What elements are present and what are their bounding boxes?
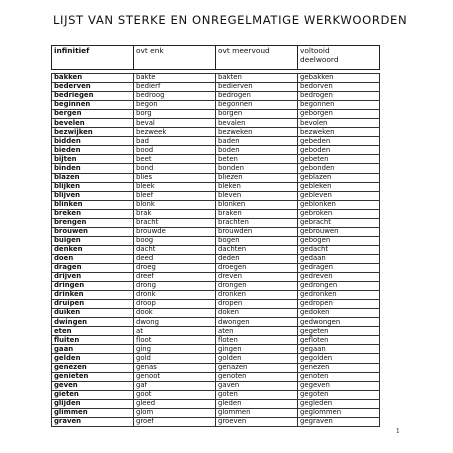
ovt-meervoud-cell: gleden (216, 399, 298, 408)
infinitief-cell: gelden (52, 354, 134, 363)
table-row (52, 273, 380, 282)
infinitief-cell: brengen (52, 218, 134, 227)
ovt-enk-cell: bleef (134, 191, 216, 200)
infinitief-cell: dragen (52, 263, 134, 272)
voltooid-deelwoord-cell: gedragen (298, 263, 380, 272)
ovt-meervoud-cell: golden (216, 354, 298, 363)
ovt-meervoud-cell: droegen (216, 263, 298, 272)
voltooid-deelwoord-cell: gedaan (298, 254, 380, 263)
ovt-enk-cell: gleed (134, 399, 216, 408)
verb-table-body (52, 74, 380, 427)
voltooid-deelwoord-cell: gebeden (298, 137, 380, 146)
voltooid-deelwoord-cell: bevolen (298, 119, 380, 128)
table-row (52, 218, 380, 227)
table-row (52, 200, 380, 209)
ovt-enk-cell: droop (134, 300, 216, 309)
voltooid-deelwoord-cell: gegaan (298, 345, 380, 354)
infinitief-cell: druipen (52, 300, 134, 309)
infinitief-cell: brouwen (52, 227, 134, 236)
voltooid-deelwoord-cell: begonnen (298, 101, 380, 110)
voltooid-deelwoord-cell: gebleken (298, 182, 380, 191)
ovt-meervoud-cell: bogen (216, 236, 298, 245)
table-row (52, 92, 380, 101)
table-row (52, 390, 380, 399)
infinitief-cell: blijken (52, 182, 134, 191)
voltooid-deelwoord-cell: gebrouwen (298, 227, 380, 236)
voltooid-deelwoord-cell: bedrogen (298, 92, 380, 101)
ovt-enk-cell: goot (134, 390, 216, 399)
voltooid-deelwoord-cell: gedwongen (298, 318, 380, 327)
infinitief-cell: glimmen (52, 408, 134, 417)
ovt-meervoud-cell: brachten (216, 218, 298, 227)
voltooid-deelwoord-cell: geblonken (298, 200, 380, 209)
header-ovt-meervoud: ovt meervoud (216, 46, 298, 70)
ovt-meervoud-cell: bleken (216, 182, 298, 191)
ovt-meervoud-cell: boden (216, 146, 298, 155)
ovt-enk-cell: droeg (134, 263, 216, 272)
ovt-enk-cell: drong (134, 282, 216, 291)
infinitief-cell: eten (52, 327, 134, 336)
infinitief-cell: bidden (52, 137, 134, 146)
infinitief-cell: bedriegen (52, 92, 134, 101)
header-row (52, 46, 380, 70)
ovt-meervoud-cell: bliezen (216, 173, 298, 182)
infinitief-cell: binden (52, 164, 134, 173)
ovt-meervoud-cell: bonden (216, 164, 298, 173)
infinitief-cell: genezen (52, 363, 134, 372)
ovt-enk-cell: dook (134, 309, 216, 318)
infinitief-cell: blijven (52, 191, 134, 200)
table-row (52, 399, 380, 408)
ovt-meervoud-cell: bakten (216, 74, 298, 83)
voltooid-deelwoord-cell: gebleven (298, 191, 380, 200)
table-row (52, 327, 380, 336)
ovt-enk-cell: borg (134, 110, 216, 119)
table-row (52, 372, 380, 381)
voltooid-deelwoord-cell: gegraven (298, 417, 380, 426)
ovt-enk-cell: bad (134, 137, 216, 146)
table-row (52, 110, 380, 119)
table-row (52, 137, 380, 146)
ovt-meervoud-cell: braken (216, 209, 298, 218)
table-row (52, 74, 380, 83)
infinitief-cell: dwingen (52, 318, 134, 327)
voltooid-deelwoord-cell: gedreven (298, 273, 380, 282)
ovt-enk-cell: beval (134, 119, 216, 128)
table-row (52, 101, 380, 110)
ovt-enk-cell: at (134, 327, 216, 336)
infinitief-cell: geven (52, 381, 134, 390)
ovt-meervoud-cell: dachten (216, 245, 298, 254)
ovt-enk-cell: bedroog (134, 92, 216, 101)
verb-table (51, 73, 380, 427)
infinitief-cell: breken (52, 209, 134, 218)
ovt-enk-cell: bezweek (134, 128, 216, 137)
voltooid-deelwoord-cell: gegoten (298, 390, 380, 399)
ovt-meervoud-cell: aten (216, 327, 298, 336)
ovt-enk-cell: beet (134, 155, 216, 164)
ovt-meervoud-cell: goten (216, 390, 298, 399)
voltooid-deelwoord-cell: gedoken (298, 309, 380, 318)
table-row (52, 119, 380, 128)
voltooid-deelwoord-cell: gegolden (298, 354, 380, 363)
infinitief-cell: bederven (52, 83, 134, 92)
infinitief-cell: dringen (52, 282, 134, 291)
infinitief-cell: drijven (52, 273, 134, 282)
voltooid-deelwoord-cell: geblazen (298, 173, 380, 182)
ovt-meervoud-cell: drongen (216, 282, 298, 291)
table-row (52, 209, 380, 218)
voltooid-deelwoord-cell: gegeten (298, 327, 380, 336)
ovt-meervoud-cell: bevalen (216, 119, 298, 128)
ovt-meervoud-cell: beten (216, 155, 298, 164)
table-row (52, 363, 380, 372)
table-row (52, 263, 380, 272)
header-ovt-enk: ovt enk (134, 46, 216, 70)
infinitief-cell: blinken (52, 200, 134, 209)
ovt-meervoud-cell: blonken (216, 200, 298, 209)
ovt-enk-cell: bond (134, 164, 216, 173)
voltooid-deelwoord-cell: bedorven (298, 83, 380, 92)
ovt-enk-cell: groef (134, 417, 216, 426)
voltooid-deelwoord-cell: gedronken (298, 291, 380, 300)
infinitief-cell: gaan (52, 345, 134, 354)
ovt-meervoud-cell: borgen (216, 110, 298, 119)
ovt-meervoud-cell: gingen (216, 345, 298, 354)
header-voltooid: voltooid (300, 46, 330, 55)
table-row (52, 417, 380, 426)
ovt-meervoud-cell: bedrogen (216, 92, 298, 101)
ovt-enk-cell: gold (134, 354, 216, 363)
infinitief-cell: doen (52, 254, 134, 263)
ovt-meervoud-cell: bezweken (216, 128, 298, 137)
header-table (51, 45, 380, 70)
infinitief-cell: beginnen (52, 101, 134, 110)
voltooid-deelwoord-cell: gebroken (298, 209, 380, 218)
table-row (52, 155, 380, 164)
header-voltooid-deelwoord (298, 46, 380, 70)
ovt-enk-cell: deed (134, 254, 216, 263)
ovt-meervoud-cell: floten (216, 336, 298, 345)
table-row (52, 354, 380, 363)
table-row (52, 236, 380, 245)
infinitief-cell: bergen (52, 110, 134, 119)
ovt-enk-cell: floot (134, 336, 216, 345)
table-row (52, 336, 380, 345)
table-row (52, 309, 380, 318)
ovt-meervoud-cell: gaven (216, 381, 298, 390)
table-row (52, 128, 380, 137)
voltooid-deelwoord-cell: gedropen (298, 300, 380, 309)
infinitief-cell: fluiten (52, 336, 134, 345)
voltooid-deelwoord-cell: geglommen (298, 408, 380, 417)
voltooid-deelwoord-cell: gedacht (298, 245, 380, 254)
ovt-meervoud-cell: dreven (216, 273, 298, 282)
voltooid-deelwoord-cell: bezweken (298, 128, 380, 137)
infinitief-cell: bakken (52, 74, 134, 83)
header-deelwoord: deelwoord (300, 55, 339, 64)
table-row (52, 291, 380, 300)
ovt-meervoud-cell: deden (216, 254, 298, 263)
ovt-meervoud-cell: bedierven (216, 83, 298, 92)
ovt-enk-cell: bood (134, 146, 216, 155)
table-row (52, 245, 380, 254)
table-row (52, 83, 380, 92)
voltooid-deelwoord-cell: gebakken (298, 74, 380, 83)
ovt-enk-cell: brouwde (134, 227, 216, 236)
ovt-enk-cell: gaf (134, 381, 216, 390)
voltooid-deelwoord-cell: gebeten (298, 155, 380, 164)
table-row (52, 254, 380, 263)
infinitief-cell: bevelen (52, 119, 134, 128)
voltooid-deelwoord-cell: gebonden (298, 164, 380, 173)
page-title: LIJST VAN STERKE EN ONREGELMATIGE WERKWOORDEN (53, 13, 408, 27)
ovt-enk-cell: dwong (134, 318, 216, 327)
infinitief-cell: bijten (52, 155, 134, 164)
infinitief-cell: bieden (52, 146, 134, 155)
infinitief-cell: duiken (52, 309, 134, 318)
ovt-enk-cell: dreef (134, 273, 216, 282)
ovt-enk-cell: glom (134, 408, 216, 417)
table-row (52, 182, 380, 191)
ovt-meervoud-cell: brouwden (216, 227, 298, 236)
ovt-meervoud-cell: bleven (216, 191, 298, 200)
ovt-enk-cell: bleek (134, 182, 216, 191)
infinitief-cell: denken (52, 245, 134, 254)
ovt-enk-cell: begon (134, 101, 216, 110)
ovt-meervoud-cell: begonnen (216, 101, 298, 110)
voltooid-deelwoord-cell: gefloten (298, 336, 380, 345)
ovt-meervoud-cell: dwongen (216, 318, 298, 327)
infinitief-cell: buigen (52, 236, 134, 245)
ovt-enk-cell: blonk (134, 200, 216, 209)
table-row (52, 318, 380, 327)
infinitief-cell: bezwijken (52, 128, 134, 137)
ovt-meervoud-cell: groeven (216, 417, 298, 426)
table-row (52, 191, 380, 200)
ovt-enk-cell: dacht (134, 245, 216, 254)
ovt-enk-cell: bakte (134, 74, 216, 83)
voltooid-deelwoord-cell: geboden (298, 146, 380, 155)
table-row (52, 227, 380, 236)
infinitief-cell: gieten (52, 390, 134, 399)
infinitief-cell: blazen (52, 173, 134, 182)
ovt-enk-cell: brak (134, 209, 216, 218)
ovt-enk-cell: dronk (134, 291, 216, 300)
voltooid-deelwoord-cell: genezen (298, 363, 380, 372)
voltooid-deelwoord-cell: geborgen (298, 110, 380, 119)
ovt-meervoud-cell: genazen (216, 363, 298, 372)
table-row (52, 345, 380, 354)
ovt-meervoud-cell: dropen (216, 300, 298, 309)
ovt-enk-cell: bracht (134, 218, 216, 227)
voltooid-deelwoord-cell: genoten (298, 372, 380, 381)
ovt-enk-cell: blies (134, 173, 216, 182)
voltooid-deelwoord-cell: gebogen (298, 236, 380, 245)
table-row (52, 300, 380, 309)
voltooid-deelwoord-cell: gegleden (298, 399, 380, 408)
ovt-enk-cell: genoot (134, 372, 216, 381)
table-row (52, 173, 380, 182)
ovt-meervoud-cell: dronken (216, 291, 298, 300)
ovt-enk-cell: genas (134, 363, 216, 372)
voltooid-deelwoord-cell: gedrongen (298, 282, 380, 291)
header-infinitief: infinitief (52, 46, 134, 70)
voltooid-deelwoord-cell: gebracht (298, 218, 380, 227)
table-row (52, 146, 380, 155)
table-row (52, 381, 380, 390)
ovt-enk-cell: bedierf (134, 83, 216, 92)
ovt-meervoud-cell: glommen (216, 408, 298, 417)
infinitief-cell: graven (52, 417, 134, 426)
table-row (52, 408, 380, 417)
table-row (52, 282, 380, 291)
infinitief-cell: drinken (52, 291, 134, 300)
infinitief-cell: glijden (52, 399, 134, 408)
page-number: 1 (396, 428, 400, 435)
table-row (52, 164, 380, 173)
ovt-enk-cell: ging (134, 345, 216, 354)
ovt-meervoud-cell: doken (216, 309, 298, 318)
ovt-meervoud-cell: genoten (216, 372, 298, 381)
ovt-meervoud-cell: baden (216, 137, 298, 146)
ovt-enk-cell: boog (134, 236, 216, 245)
voltooid-deelwoord-cell: gegeven (298, 381, 380, 390)
infinitief-cell: genieten (52, 372, 134, 381)
